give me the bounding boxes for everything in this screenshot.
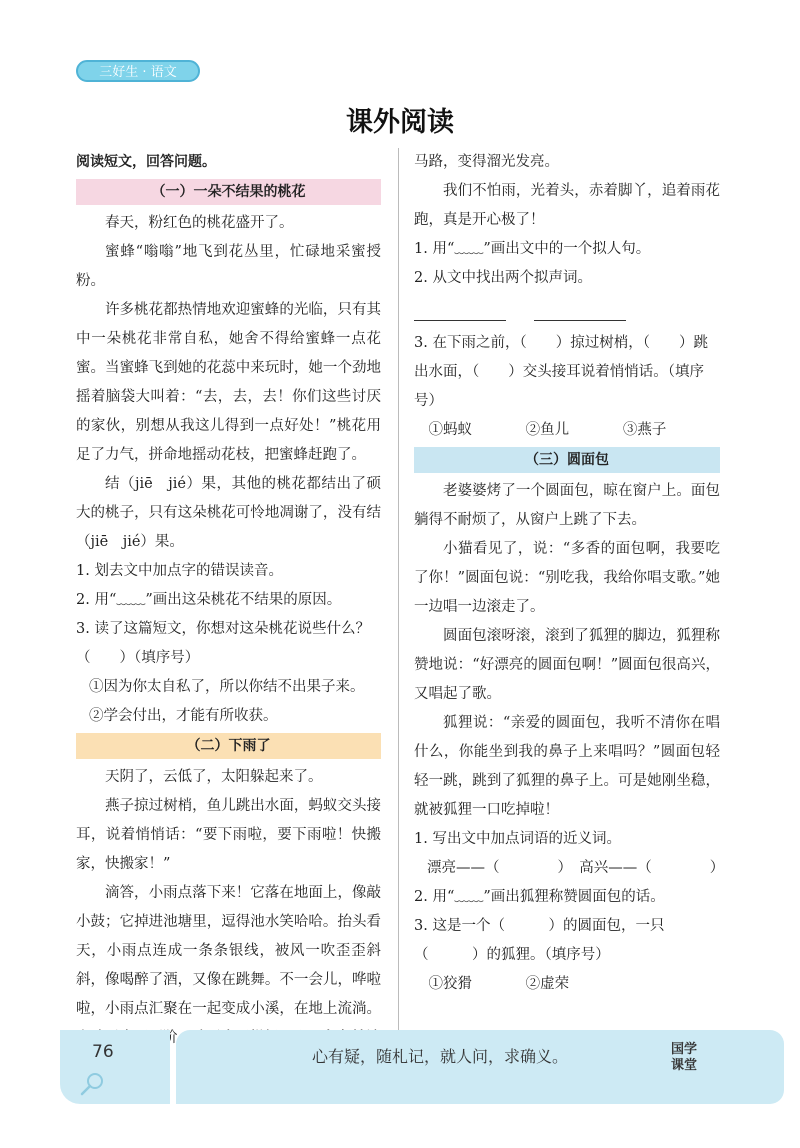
s1-question-3: 3. 读了这篇短文，你想对这朵桃花说些什么？（ ）（填序号） [76,621,370,666]
s2-para-1: 天阴了，云低了，太阳躲起来了。 [105,769,323,785]
s2-para-3: 滴答，小雨点落下来！它落在地面上，像敲小鼓；它掉进池塘里，逗得池水笑哈哈。抬头看天，小雨点连成一条条银线，被风一吹歪歪斜斜，像喝醉了酒，又像在跳舞。不一会儿，哗啦啦，小雨点汇聚在一起变成小溪，在地上流淌。 阶 [76,885,381,1046]
s2-option-1: ①蚂蚁 [428,422,472,438]
s3-para-2: 小猫看见了，说：“多香的面包啊，我要吃了你！”圆面包说：“别吃我，我给你唱支歌。”她一边唱一边滚走了。 [414,541,720,615]
s2-question-2: 2. 从文中找出两个拟声词。 [414,270,592,286]
s3-options [414,970,720,999]
brand-line-1: 国学 [670,1042,697,1057]
s2-continued-para-1: 马路，变得溜光发亮。 [414,154,559,170]
footer-motto: 心有疑，随札记，就人问，求确义。 [312,1047,569,1066]
page-title: 课外阅读 [346,107,454,138]
column-divider [398,148,399,1030]
s2-options [414,416,720,445]
s3-option-spacer [623,970,720,999]
answer-blanks [414,299,720,321]
instruction: 阅读短文，回答问题。 [76,154,216,170]
section-1-heading: （一）一朵不结果的桃花 [76,179,381,205]
s2-question-3: 3. 在下雨之前，（ ）掠过树梢，（ ）跳出水面，（ ）交头接耳说着悄悄话。（填序号） [414,335,708,409]
s3-para-3: 圆面包滚呀滚，滚到了狐狸的脚边，狐狸称赞地说：“好漂亮的圆面包啊！”圆面包很高兴，又唱起了歌。 [414,628,720,702]
s3-question-3: 3. 这是一个（ ）的圆面包，一只（ ）的狐狸。（填序号） [414,918,665,963]
s1-question-2: 2. 用“﹏﹏”画出这朵桃花不结果的原因。 [76,592,342,608]
s3-question-1: 1. 写出文中加点词语的近义词。 [414,831,621,847]
right-column [414,148,725,999]
s2-option-3: ③燕子 [622,422,667,438]
section-2-heading: （二）下雨了 [76,733,381,759]
s3-para-4: 狐狸说：“亲爱的圆面包，我听不清你在唱什么，你能坐到我的鼻子上来唱吗？”圆面包轻轻一跳，跳到了狐狸的鼻子上。可是她刚坐稳，就被狐狸一口吃掉啦！ [414,715,720,818]
answer-blank-1[interactable] [414,299,506,321]
s2-continued-para-2: 我们不怕雨，光着头，赤着脚丫，追着雨花跑，真是开心极了！ [414,183,720,228]
s1-option-1: ①因为你太自私了，所以你结不出果子来。 [89,679,365,695]
s1-para-2: 蜜蜂“嗡嗡”地飞到花丛里，忙碌地采蜜授粉。 [76,244,381,289]
page-footer [0,1030,800,1104]
s3-question-2: 2. 用“﹏﹏”画出狐狸称赞圆面包的话。 [414,889,665,905]
s1-option-2: ②学会付出，才能有所收获。 [89,708,278,724]
s3-option-2: ②虚荣 [525,976,570,992]
s3-option-1: ①狡猾 [428,976,472,992]
magnifier-icon [78,1070,106,1098]
s1-para-3: 许多桃花都热情地欢迎蜜蜂的光临，只有其中一朵桃花非常自私，她舍不得给蜜蜂一点花蜜。当蜜蜂飞到她的花蕊中来玩时，她一个劲地摇着脑袋大叫着：“去，去，去！你们这些讨厌的家伙，别想从我这儿得到一点好处！”桃花用足了力气，拼命地摇动花枝，把蜜蜂赶跑了。 [76,302,381,463]
brand-line-2: 课堂 [670,1058,697,1073]
s3-para-1: 老婆婆烤了一个圆面包，晾在窗户上。面包躺得不耐烦了，从窗户上跳了下去。 [414,483,720,528]
answer-blank-2[interactable] [534,299,626,321]
s2-option-2: ②鱼儿 [525,422,570,438]
left-column [76,148,381,1053]
s1-para-4: 结（jiē jié）果，其他的桃花都结出了硕大的桃子，只有这朵桃花可怜地凋谢了，没有结（jiē jié）果。 [76,476,381,550]
s1-para-1: 春天，粉红色的桃花盛开了。 [105,215,294,231]
page-number: 76 [92,1042,114,1062]
s2-para-2: 燕子掠过树梢，鱼儿跳出水面，蚂蚁交头接耳，说着悄悄话：“要下雨啦，要下雨啦！快搬家，快搬家！” [76,798,381,872]
brand-label [664,1042,704,1074]
subject-badge: 三好生 · 语文 [76,60,200,82]
section-3-heading: （三）圆面包 [414,447,720,473]
s3-question-1-answer: 漂亮——（ ） 高兴——（ ） [427,860,725,876]
s1-question-1: 1. 划去文中加点字的错误读音。 [76,563,283,579]
s2-question-1: 1. 用“﹏﹏”画出文中的一个拟人句。 [414,241,651,257]
footer-page-panel [60,1030,170,1104]
